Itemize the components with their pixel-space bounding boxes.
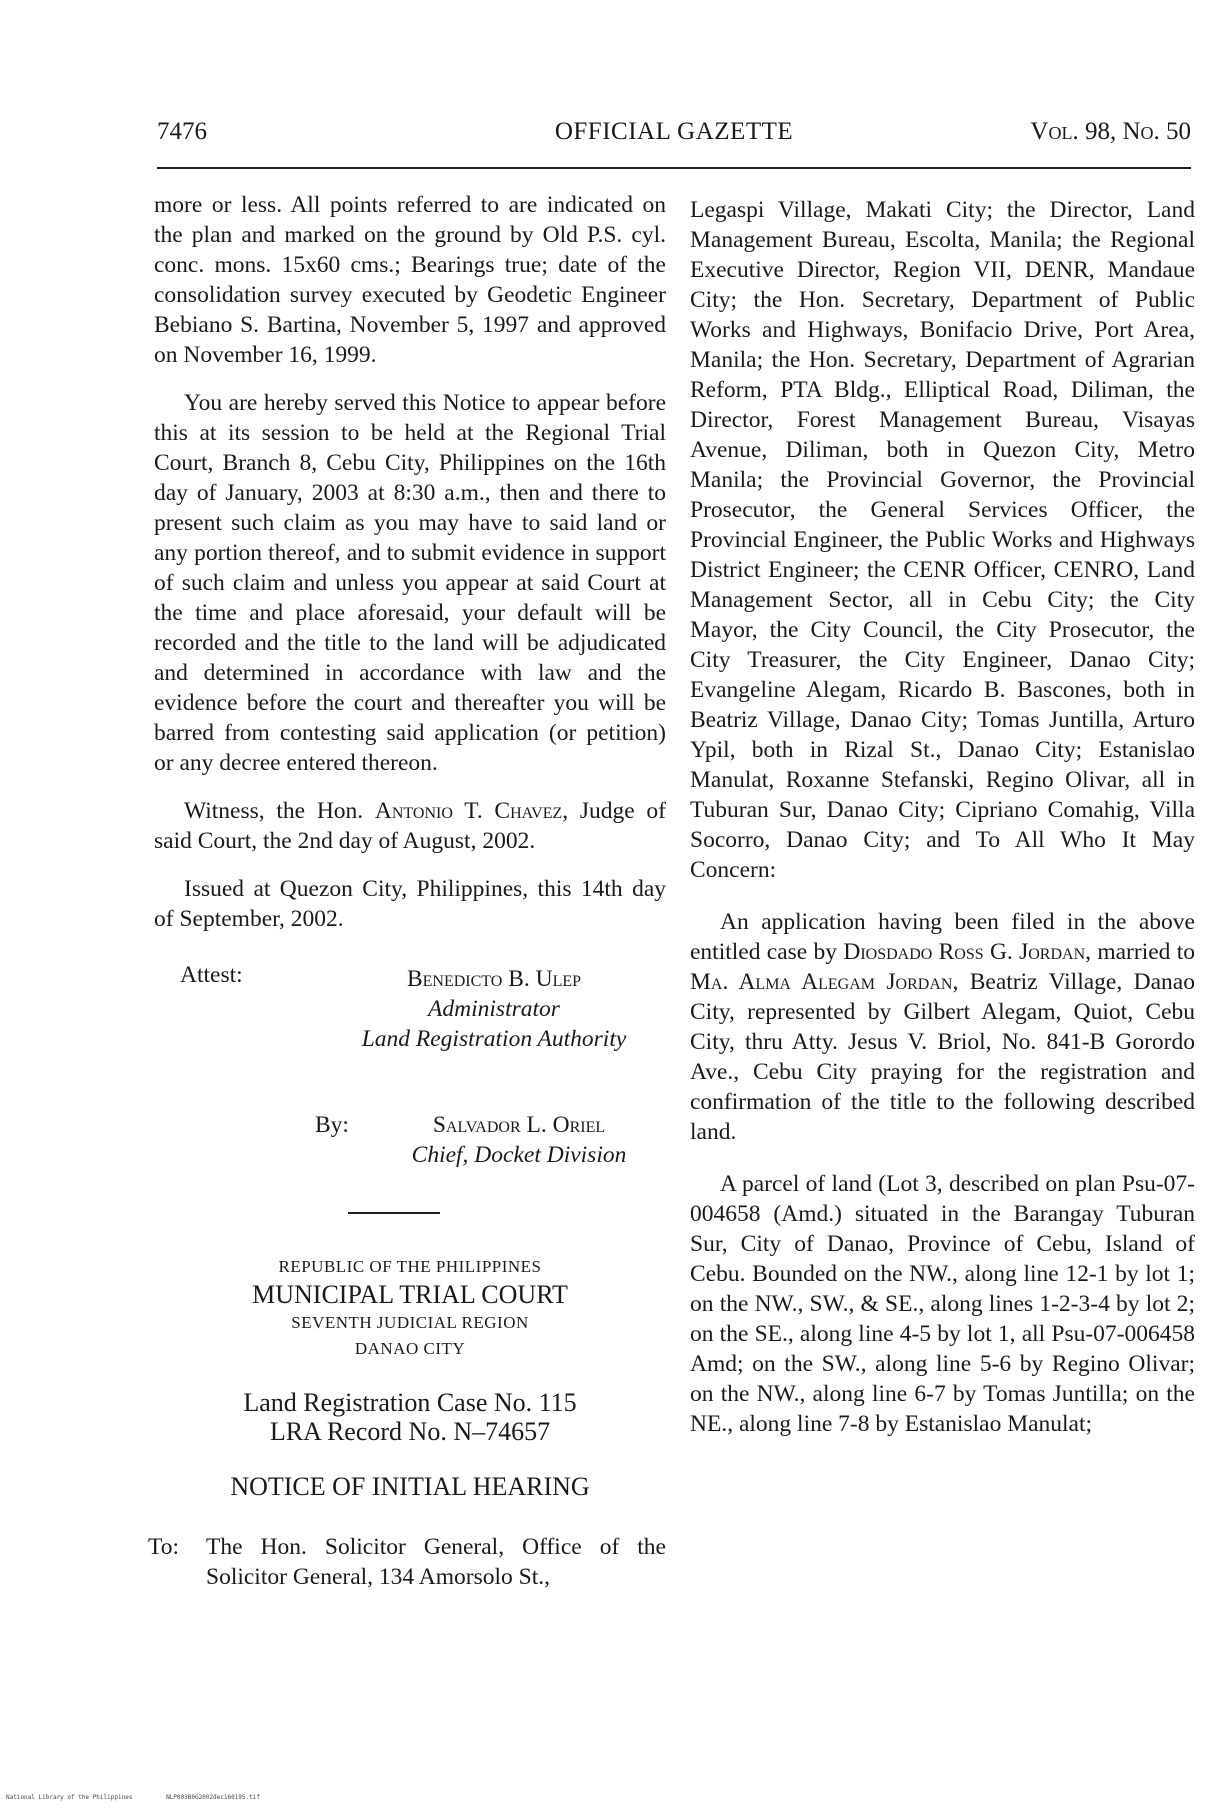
by-title: Chief, Docket Division xyxy=(411,1142,627,1168)
court-city: DANAO CITY xyxy=(354,1339,466,1358)
by-name: Salvador L. Oriel xyxy=(432,1112,606,1138)
header-rule xyxy=(157,167,1191,169)
case-info xyxy=(154,1388,666,1446)
court-republic: REPUBLIC OF THE PHILIPPINES xyxy=(278,1257,542,1276)
court-region: SEVENTH JUDICIAL REGION xyxy=(291,1313,529,1332)
volume-number: Vol. 98, No. 50 xyxy=(1030,118,1191,145)
left-column xyxy=(148,190,667,1592)
attest-signatory xyxy=(334,964,654,1054)
judge-name: Antonio T. Chavez xyxy=(374,798,563,824)
case-number: Land Registration Case No. 115 xyxy=(243,1388,577,1417)
addressee-block xyxy=(148,1532,666,1592)
paragraph-witness: Witness, the Hon. Antonio T. Chavez, Judge of said Court, the 2nd day of August, 2002. xyxy=(154,798,667,854)
paragraph-application: An application having been filed in the above entitled case by Diosdado Ross G. Jordan, married to Ma. Alma Alegam Jordan, Beatriz Village, Danao City, represented by Gilbert Alegam, Quiot, Cebu City, thru Atty. Jesus V. Briol, No. 841-B Gorordo Ave., Cebu City praying for the registration and confirmation of the title to the following described land. xyxy=(690,909,1195,1145)
paragraph-issued: Issued at Quezon City, Philippines, this 14th day of September, 2002. xyxy=(154,876,666,932)
scan-footer xyxy=(6,1794,260,1801)
addressee-text: The Hon. Solicitor General, Office of the Solicitor General, 134 Amorsolo St., xyxy=(206,1534,666,1590)
court-heading xyxy=(154,1254,666,1362)
attest-agency: Land Registration Authority xyxy=(361,1026,627,1052)
page-header xyxy=(157,118,1191,152)
paragraph-notice-served: You are hereby served this Notice to appear before this at its session to be held at the Regional Trial Court, Branch 8, Cebu City, Philippines on the 16th day of January, 2003 at 8:30 a.m., then and there to present such claim as you may have to said land or any portion thereof, and to submit evidence in support of such claim and unless you appear at said Court at the time and place aforesaid, your default will be recorded and the title to the land will be adjudicated and determined in accordance with law and the evidence before the court and thereafter you will be barred from contesting said application (or petition) or any decree entered thereon. xyxy=(154,390,666,776)
attest-label: Attest: xyxy=(180,962,243,988)
spouse-name: Ma. Alma Alegam Jordan xyxy=(690,969,953,995)
attest-title: Administrator xyxy=(428,996,560,1022)
library-credit: National Library of the Philippines xyxy=(6,1794,133,1801)
attest-name: Benedicto B. Ulep xyxy=(406,966,582,992)
court-name: MUNICIPAL TRIAL COURT xyxy=(252,1280,568,1309)
lra-record-number: LRA Record No. N–74657 xyxy=(269,1417,551,1446)
publication-title: OFFICIAL GAZETTE xyxy=(554,118,794,145)
paragraph-addressees: Legaspi Village, Makati City; the Director, Land Management Bureau, Escolta, Manila; the Regional Executive Director, Region VII, DENR, Mandaue City; the Hon. Secretary, Department of Public Works and Highways, Bonifacio Drive, Port Area, Manila; the Hon. Secretary, Department of Agrarian Reform, PTA Bldg., Elliptical Road, Diliman, the Director, Forest Management Bureau, Visayas Avenue, Diliman, both in Quezon City, Metro Manila; the Provincial Governor, the Provincial Prosecutor, the General Services Officer, the Provincial Engineer, the Public Works and Highways District Engineer; the CENR Officer, CENRO, Land Management Sector, all in Cebu City; the City Mayor, the City Council, the City Prosecutor, the City Treasurer, the City Engineer, Danao City; Evangeline Alegam, Ricardo B. Bascones, both in Beatriz Village, Danao City; Tomas Juntilla, Arturo Ypil, both in Rizal St., Danao City; Estanislao Manulat, Roxanne Stefanski, Regino Olivar, all in Tuburan Sur, Danao City; Cipriano Comahig, Villa Socorro, Danao City; and To All Who It May Concern: xyxy=(690,197,1195,883)
page-number: 7476 xyxy=(157,118,207,145)
notice-title: NOTICE OF INITIAL HEARING xyxy=(230,1472,590,1501)
scan-filename: NLP003B0G2002dec160195.tif xyxy=(166,1794,260,1801)
right-column xyxy=(690,195,1195,1439)
by-label: By: xyxy=(315,1112,349,1138)
by-block xyxy=(154,1110,666,1176)
section-divider xyxy=(348,1212,440,1214)
by-signatory xyxy=(369,1110,669,1170)
applicant-name: Diosdado Ross G. Jordan xyxy=(843,939,1086,965)
to-label: To: xyxy=(148,1534,179,1560)
attest-block xyxy=(154,960,666,1110)
paragraph-boundaries-end: more or less. All points referred to are indicated on the plan and marked on the ground by Old P.S. cyl. conc. mons. 15x60 cms.; Bearings true; date of the consolidation survey executed by Geodetic Engineer Bebiano S. Bartina, November 5, 1997 and approved on November 16, 1999. xyxy=(154,192,666,368)
paragraph-land-description: A parcel of land (Lot 3, described on plan Psu-07-004658 (Amd.) situated in the Barangay Tuburan Sur, City of Danao, Province of Cebu, Island of Cebu. Bounded on the NW., along line 12-1 by lot 1; on the NW., SW., & SE., along lines 1-2-3-4 by lot 2; on the SE., along line 4-5 by lot 1, all Psu-07-006458 Amd; on the SW., along line 5-6 by Regino Olivar; on the NW., along line 6-7 by Tomas Juntilla; on the NE., along line 7-8 by Estanislao Manulat; xyxy=(690,1171,1195,1437)
